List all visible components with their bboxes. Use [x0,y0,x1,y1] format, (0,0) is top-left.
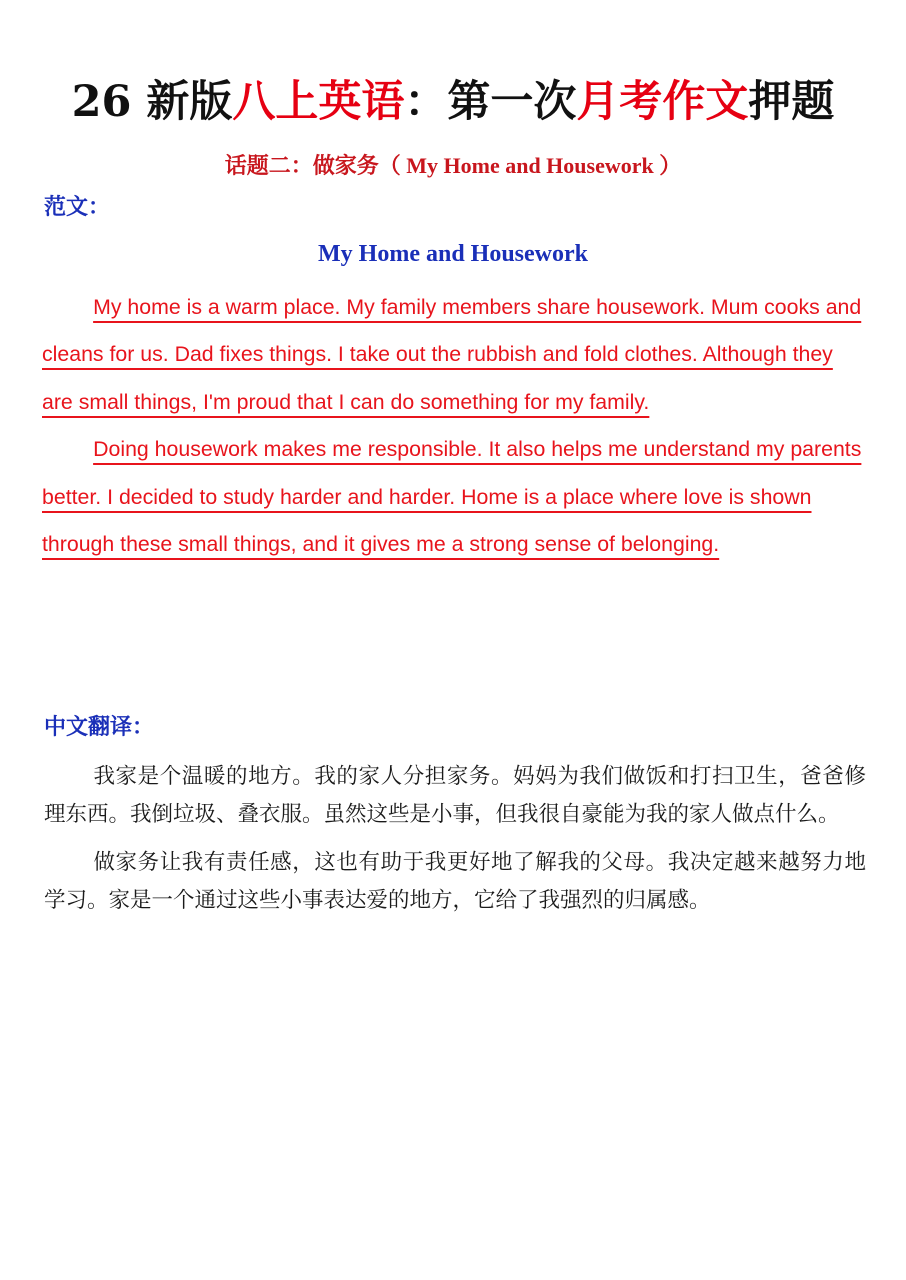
title-highlight-exam: 月考作文 [576,77,749,127]
title-suffix: 押题 [748,77,835,127]
translation-paragraph: 做家务让我有责任感，这也有助于我更好地了解我的父母。我决定越来越努力地学习。家是一个通过这些小事表达爱的地方，它给了我强烈的归属感。 [44,850,866,913]
page-title [0,72,906,132]
topic-subtitle: 话题二：做家务（ My Home and Housework ） [224,153,682,178]
model-essay-body [42,284,864,568]
model-essay-label: 范文： [44,194,111,219]
title-prefix: 26 新版 [71,77,233,127]
essay-paragraph: My home is a warm place. My family members share housework. Mum cooks and cleans for us. Dad fixes things. I take out the rubbish and fold clothes. Although they are small things, I'm proud that I can do something for my family. [42,295,862,414]
title-highlight-grade: 八上英语 [232,77,405,127]
title-middle: ：第一次 [404,77,577,127]
translation-paragraph: 我家是个温暖的地方。我的家人分担家务。妈妈为我们做饭和打扫卫生，爸爸修理东西。我倒垃圾、叠衣服。虽然这些是小事，但我很自豪能为我的家人做点什么。 [44,764,866,827]
translation-label: 中文翻译： [44,714,155,739]
essay-title: My Home and Housework [318,241,588,267]
essay-paragraph: Doing housework makes me responsible. It also helps me understand my parents better. I decided to study harder and harder. Home is a place where love is shown through these small things, and it gives me a strong sense of belonging. [42,437,862,557]
translation-body [44,758,866,930]
